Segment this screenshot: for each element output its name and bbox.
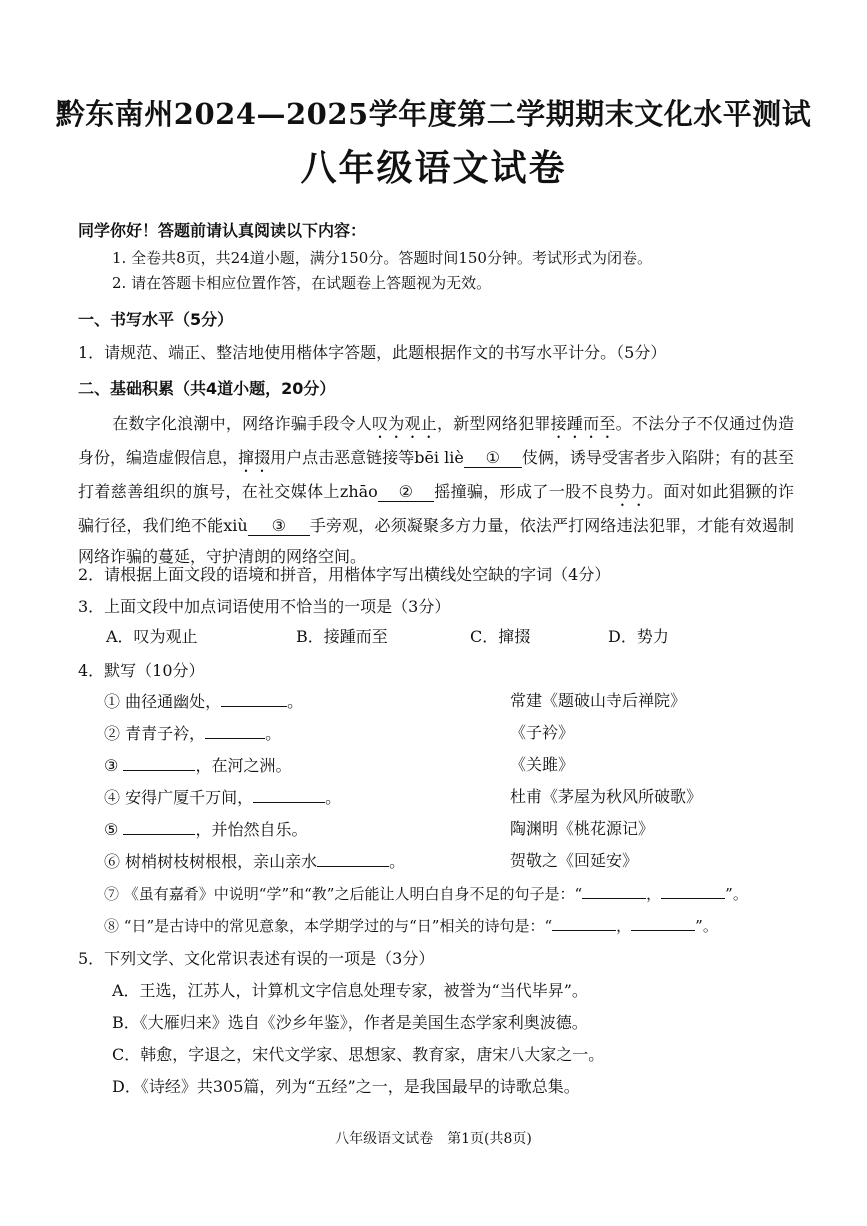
q5-option-a: A．王选，江苏人，计算机文字信息处理专家，被誉为“当代毕昇”。 xyxy=(112,981,588,1000)
answer-line xyxy=(552,914,616,931)
dictation-item-4: ④ 安得广厦千万间， 。 xyxy=(104,788,342,807)
answer-line xyxy=(631,914,695,931)
exam-title-line1: 黔东南州2024—2025学年度第二学期期末文化水平测试 xyxy=(55,97,812,131)
dotted-word-2: 接踵而至 xyxy=(550,414,616,433)
question-3: 3．上面文段中加点词语使用不恰当的一项是（3分） xyxy=(78,597,451,616)
answer-line xyxy=(221,690,287,707)
answer-line xyxy=(317,850,389,867)
question-5: 5．下列文学、文化常识表述有误的一项是（3分） xyxy=(78,949,435,968)
dotted-word-4: 势力 xyxy=(614,482,648,501)
dictation-item-2: ② 青青子衿， 。 xyxy=(104,724,282,743)
q5-option-b: B．《大雁归来》选自《沙乡年鉴》，作者是美国生态学家利奥波德。 xyxy=(112,1013,588,1032)
answer-line xyxy=(582,882,646,899)
dictation-source-5: 陶渊明《桃花源记》 xyxy=(510,819,655,838)
dictation-item-1: ① 曲径通幽处， 。 xyxy=(104,692,304,711)
dictation-source-6: 贺敬之《回延安》 xyxy=(510,851,639,870)
question-2: 2．请根据上面文段的语境和拼音，用楷体字写出横线处空缺的字词（4分） xyxy=(78,565,611,584)
answer-line xyxy=(253,786,325,803)
answer-line xyxy=(123,754,195,771)
dictation-item-3: ③ ，在河之洲。 xyxy=(104,756,292,775)
q3-option-c: C．撺掇 xyxy=(470,627,531,646)
question-1: 1．请规范、端正、整洁地使用楷体字答题，此题根据作文的书写水平计分。（5分） xyxy=(78,343,667,362)
dictation-source-3: 《关雎》 xyxy=(510,755,575,774)
notice-item-2: 2. 请在答题卡相应位置作答，在试题卷上答题视为无效。 xyxy=(112,274,492,292)
dictation-source-1: 常建《题破山寺后禅院》 xyxy=(510,691,687,710)
dotted-word-1: 叹为观止 xyxy=(372,414,437,433)
dictation-source-4: 杜甫《茅屋为秋风所破歌》 xyxy=(510,787,703,806)
answer-line xyxy=(123,818,195,835)
answer-line xyxy=(205,722,265,739)
dictation-item-7: ⑦ 《虽有嘉肴》中说明“学”和“教”之后能让人明白自身不足的句子是：“ ， ”。 xyxy=(104,882,748,905)
section2-heading: 二、基础积累（共4道小题，20分） xyxy=(78,379,336,398)
q5-option-d: D．《诗经》共305篇，列为“五经”之一，是我国最早的诗歌总集。 xyxy=(112,1077,580,1096)
dotted-word-3: 撺掇 xyxy=(238,448,271,467)
q3-option-a: A．叹为观止 xyxy=(106,627,198,646)
page-footer: 八年级语文试卷 第1页(共8页) xyxy=(335,1131,532,1147)
blank-1: ① xyxy=(464,449,522,468)
section1-heading: 一、书写水平（5分） xyxy=(78,310,234,329)
q3-option-b: B．接踵而至 xyxy=(296,627,388,646)
blank-3: ③ xyxy=(248,517,310,536)
dictation-item-6: ⑥ 树梢树枝树根根，亲山亲水 。 xyxy=(104,852,406,871)
question-4: 4．默写（10分） xyxy=(78,661,205,680)
notice-heading: 同学你好！答题前请认真阅读以下内容： xyxy=(78,221,367,240)
dictation-item-5: ⑤ ，并怡然自乐。 xyxy=(104,820,308,839)
q3-option-d: D．势力 xyxy=(608,627,669,646)
blank-2: ② xyxy=(378,483,434,502)
notice-item-1: 1. 全卷共8页，共24道小题，满分150分。答题时间150分钟。考试形式为闭卷。 xyxy=(112,249,652,267)
q5-option-c: C．韩愈，字退之，宋代文学家、思想家、教育家，唐宋八大家之一。 xyxy=(112,1045,605,1064)
dictation-source-2: 《子衿》 xyxy=(510,723,575,742)
reading-passage: 在数字化浪潮中，网络诈骗手段令人叹为观止，新型网络犯罪接踵而至。不法分子不仅通过伪造身份，编造虚假信息，撺掇用户点击恶意链接等bēi liè ① 伎俩，诱导受害者步入陷阱；有的甚至打着慈善组织的旗号，在社交媒体上zhāo ② 摇撞骗，形成了一股不良势力。面对如此猖獗的诈骗行径，我们绝不能xiù ③ 手旁观，必须凝聚多方力量，依法严打网络违法犯罪，才能有效遏制网络诈骗的蔓延，守护清朗的网络空间。 xyxy=(78,414,794,566)
answer-line xyxy=(661,882,725,899)
dictation-item-8: ⑧ “日”是古诗中的常见意象，本学期学过的与“日”相关的诗句是：“ ， ”。 xyxy=(104,914,718,937)
exam-title-line2: 八年级语文试卷 xyxy=(300,148,567,189)
